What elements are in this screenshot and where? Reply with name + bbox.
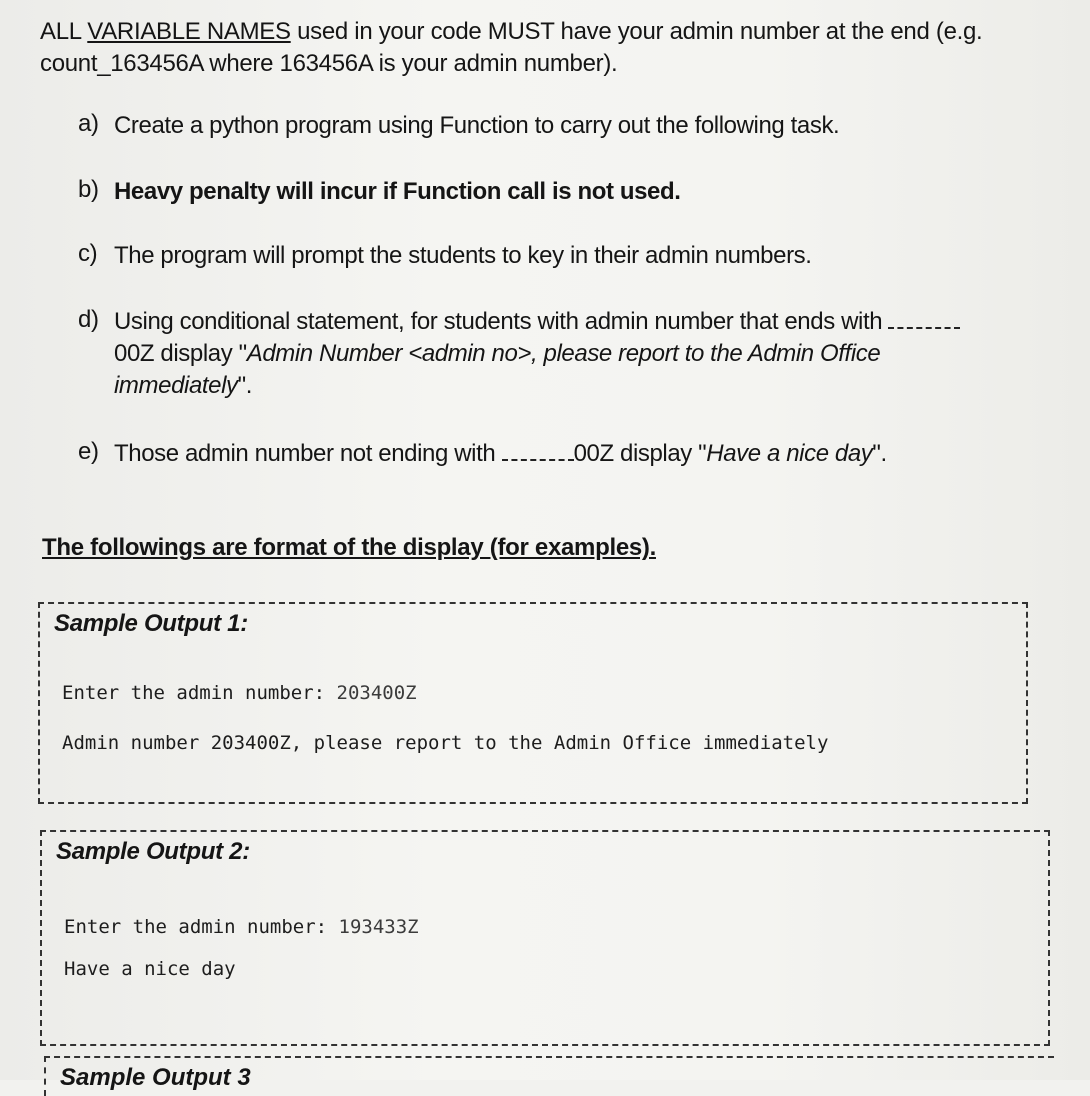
sample-output-box-2 [40, 830, 1050, 1046]
task-suffix: 00Z display " [573, 440, 707, 467]
display-message: Have a nice day [706, 440, 873, 467]
console-result-line: Admin number 203400Z, please report to the Admin Office immediately [62, 732, 829, 754]
task-marker: b) [78, 176, 99, 203]
sample-output-box-1 [38, 602, 1028, 804]
display-message: Admin Number <admin no>, please report to the Admin Office immediately [114, 340, 881, 399]
task-item-c [78, 240, 978, 272]
task-item-b [78, 176, 978, 208]
task-marker: a) [78, 110, 99, 137]
task-marker: d) [78, 306, 99, 333]
console-prompt: Enter the admin number: [64, 916, 339, 938]
blank-underline [502, 441, 574, 461]
task-item-e [78, 438, 978, 470]
task-close: ". [872, 440, 887, 467]
task-text: The program will prompt the students to key in their admin numbers. [114, 242, 812, 269]
task-text [114, 438, 978, 470]
task-text: Heavy penalty will incur if Function call is not used. [114, 178, 681, 205]
task-text-lead: Those admin number not ending with [114, 440, 502, 467]
sample-title: Sample Output 3 [60, 1064, 251, 1091]
task-text [114, 306, 978, 402]
sample-title: Sample Output 2: [56, 838, 250, 865]
blank-underline [888, 309, 960, 329]
task-item-a [78, 110, 978, 142]
rule-text: used in your code MUST have your admin number at the end (e.g. count_163456A where 163456A is your admin number). [40, 18, 983, 77]
sample-output-box-3 [44, 1056, 1054, 1096]
rule-emphasis: VARIABLE NAMES [87, 18, 291, 45]
task-text: Create a python program using Function to carry out the following task. [114, 112, 840, 139]
console-result-line: Have a nice day [64, 958, 236, 980]
console-prompt: Enter the admin number: [62, 682, 337, 704]
console-input: 193433Z [338, 916, 419, 938]
task-marker: c) [78, 240, 98, 267]
console-prompt-line [62, 682, 417, 704]
task-suffix: 00Z display " [114, 340, 247, 367]
console-input: 203400Z [336, 682, 417, 704]
sample-title: Sample Output 1: [54, 610, 248, 637]
task-marker: e) [78, 438, 99, 465]
task-item-d [78, 306, 978, 402]
variable-naming-rule [40, 16, 1000, 80]
task-text-lead: Using conditional statement, for students with admin number that ends with [114, 308, 889, 335]
rule-lead: ALL [40, 18, 88, 45]
section-heading: The followings are format of the display (for examples). [42, 534, 656, 561]
console-prompt-line [64, 916, 419, 938]
task-close: ". [237, 372, 253, 399]
